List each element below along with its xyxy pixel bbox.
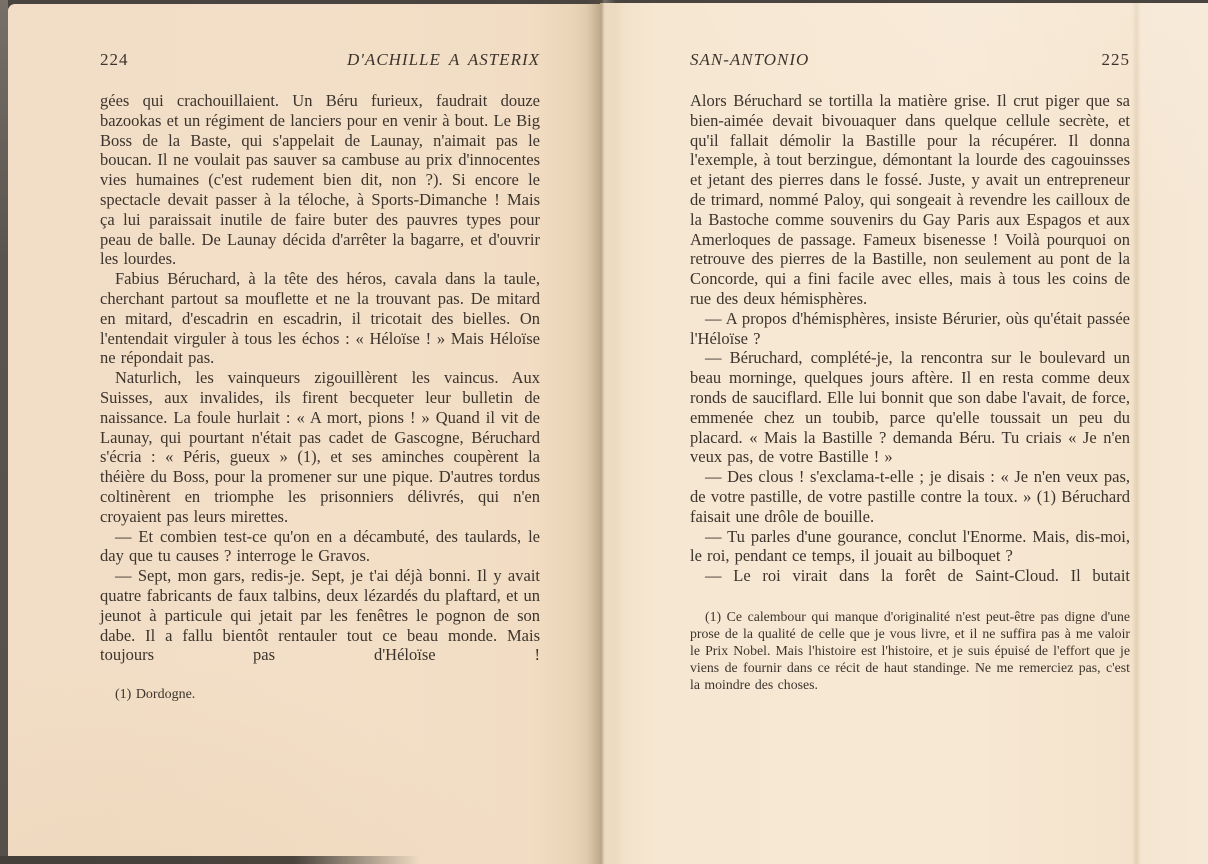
paragraph: — A propos d'hémisphères, insiste Bérurier, oùs qu'était passée l'Héloïse ? <box>690 308 1130 348</box>
right-running-title: SAN-ANTONIO <box>690 50 810 69</box>
right-page-content <box>690 50 1130 693</box>
paragraph: — Le roi virait dans la forêt de Saint-Cloud. Il butait <box>705 566 1130 586</box>
left-footnote: (1) Dordogne. <box>115 687 196 703</box>
paragraph: gées qui crachouillaient. Un Béru furieux, faudrait douze bazookas et un régiment de lanciers pour en venir à bout. Le Big Boss de la Baste, qui s'appelait de Launay, n'aimait pas le boucan. Il ne voulait pas sauver sa cambuse au prix d'innocentes vies humaines (c'est rudement bien dit, non ?). Si encore le spectacle devait passer à la téloche, à Sports-Dimanche ! Mais ça lui paraissait inutile de faire buter des pauvres types pour peau de balle. De Launay décida d'arrêter la bagarre, et d'ouvrir les lourdes. <box>100 91 540 269</box>
paragraph: Alors Béruchard se tortilla la matière grise. Il crut piger que sa bien-aimée devait bivouaquer dans quelque cellule secrète, et qu'il fallait démolir la Bastille pour la récupérer. Il donna l'exemple, à tout berzingue, démontant la lourde des cagouinsses et jetant des pierres dans le fossé. Juste, y avait un entrepreneur de trimard, nommé Paloy, qui songeait à revendre les cailloux de la Bastoche comme souvenirs du Gay Paris aux Espagos et aux Amerloques de passage. Fameux bisenesse ! Voilà pourquoi on retrouve des pierres de la Bastille, non seulement au pont de la Concorde, qui a fini facile avec elles, mais à tous les coins de rue des deux hémisphères. <box>690 91 1130 308</box>
left-running-title: D'ACHILLE A ASTERIX <box>347 50 540 69</box>
right-running-head <box>690 50 1130 70</box>
right-page <box>600 3 1208 864</box>
book-gutter-shadow <box>586 0 616 864</box>
photo-left-edge <box>0 0 8 864</box>
left-body-text <box>100 91 540 665</box>
left-page-content <box>100 50 540 703</box>
paragraph: — Des clous ! s'exclama-t-elle ; je disais : « Je n'en veux pas, de votre pastille, de votre pastille contre la toux. » (1) Béruchard faisait une drôle de bouille. <box>690 467 1130 526</box>
paragraph: — Tu parles d'une gourance, conclut l'Enorme. Mais, dis-moi, le roi, pendant ce temps, il jouait au bilboquet ? <box>690 526 1130 566</box>
right-page-number: 225 <box>1101 50 1130 69</box>
paragraph: Fabius Béruchard, à la tête des héros, cavala dans la taule, cherchant partout sa mouflette et ne la trouvant pas. De mitard en mitard, d'escadrin en escadrin, il tricotait des bielles. On l'entendait virguler à tous les échos : « Héloïse ! » Mais Héloïse ne répondait pas. <box>100 269 540 368</box>
left-page <box>8 4 600 864</box>
right-body-text <box>690 91 1130 586</box>
left-running-head <box>100 50 540 70</box>
right-footnote: (1) Ce calembour qui manque d'originalité n'est peut-être pas digne d'une prose de la qualité de celle que je vous livre, et il ne suffira pas à me valoir le Prix Nobel. Mais l'histoire est l'histoire, et je suis épuisé de l'effort que je viens de fournir dans ce récit de haut standinge. Ne me remerciez pas, c'est la moindre des choses. <box>690 608 1130 692</box>
left-page-number: 224 <box>100 50 129 69</box>
paragraph: Naturlich, les vainqueurs zigouillèrent les vaincus. Aux Suisses, aux invalides, ils firent becqueter leur bulletin de naissance. La foule hurlait : « A mort, pions ! » Quand il vit de Launay, qui pourtant n'était pas cadet de Gascogne, Béruchard s'écria : « Péris, gueux » (1), et ses aminches coupèrent la théière du Boss, pour la promener sur une pique. D'autres tordus coltinèrent en triomphe les prisonniers délivrés, qui n'en croyaient pas leurs mirettes. <box>100 368 540 526</box>
photo-bottom-edge <box>0 856 420 864</box>
paragraph: — Et combien test-ce qu'on en a décambuté, des taulards, le day que tu causes ? interroge le Gravos. <box>100 526 540 566</box>
paragraph: — Béruchard, complété-je, la rencontra sur le boulevard un beau morninge, quelques jours aftère. Il en resta comme deux ronds de sauciflard. Elle lui bonnit que son dabe l'avait, de force, emmenée chez un toubib, parce qu'elle toussait un peu du placard. « Mais la Bastille ? demanda Béru. Tu criais « Je n'en veux pas, de votre Bastille ! » <box>690 348 1130 467</box>
paragraph: — Sept, mon gars, redis-je. Sept, je t'ai déjà bonni. Il y avait quatre fabricants de faux talbins, deux lézardés du plaftard, et un jeunot à particule qui jetait par les fenêtres le pognon de son dabe. Il a fallu bientôt rentauler tout ce beau monde. Mais toujours pas d'Héloïse ! <box>100 566 540 665</box>
